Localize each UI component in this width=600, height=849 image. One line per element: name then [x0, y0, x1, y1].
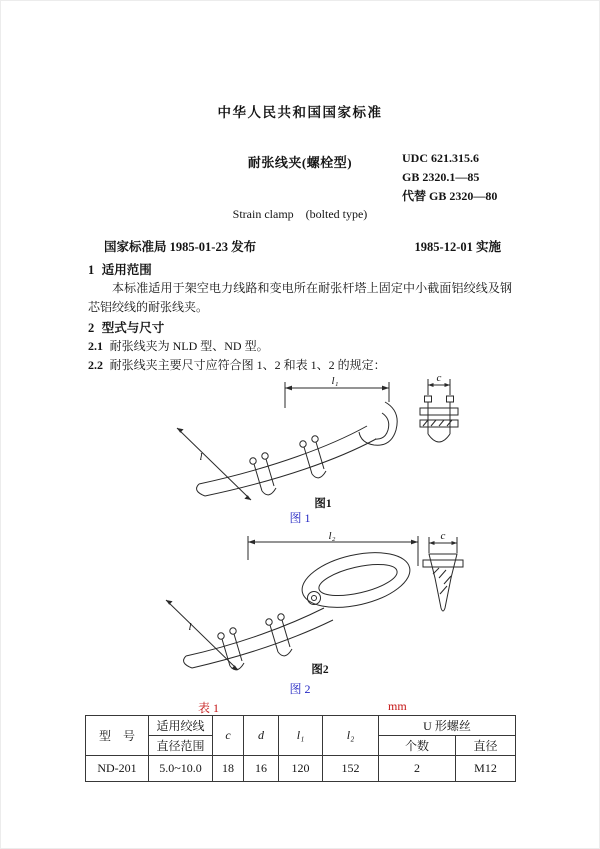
- fig1-dim-l1: l₁: [331, 375, 339, 387]
- effective-date: 1985-12-01 实施: [414, 240, 501, 254]
- fig2-dim-c: c: [440, 530, 446, 542]
- fig1-dim-l: l: [199, 451, 203, 463]
- english-title: Strain clamp (bolted type): [232, 207, 368, 221]
- cell-diameter: M12: [456, 756, 516, 782]
- cell-c: 18: [213, 756, 244, 782]
- fig2-inner-label: 图2: [311, 664, 329, 676]
- cell-wire-range: 5.0~10.0: [149, 756, 213, 782]
- col-header-l1: l₁: [279, 716, 323, 756]
- figure-1-container: [0, 372, 600, 510]
- col-header-diameter: 直径: [456, 736, 516, 756]
- cell-l1: 120: [279, 756, 323, 782]
- clause-2-2-number: 2.2: [88, 358, 103, 372]
- udc-number: UDC 621.315.6: [402, 151, 479, 165]
- document-title: 耐张线夹(螺栓型): [247, 155, 353, 170]
- cell-d: 16: [244, 756, 279, 782]
- clause-2-1-text: 耐张线夹为 NLD 型、ND 型。: [109, 339, 269, 353]
- clause-2-2-text: 耐张线夹主要尺寸应符合图 1、2 和表 1、2 的规定：: [109, 358, 386, 372]
- standard-codes: [402, 149, 497, 206]
- col-header-u-bolt: U 形螺丝: [379, 716, 516, 736]
- cell-model: ND-201: [86, 756, 149, 782]
- figure-1-caption: 图 1: [289, 511, 311, 525]
- fig2-dim-l2: l₂: [328, 530, 336, 542]
- table-header-row-1: [86, 716, 516, 736]
- cell-l2: 152: [323, 756, 379, 782]
- clause-2-1: [88, 337, 512, 354]
- table-1-label: 表 1: [198, 701, 220, 715]
- table-row: [86, 756, 516, 782]
- fig1-dim-c: c: [436, 372, 442, 384]
- clause-2-1-number: 2.1: [88, 339, 103, 353]
- fig2-dim-l: l: [188, 621, 192, 633]
- figure-2-container: [0, 528, 600, 676]
- section-1-number: 1: [88, 263, 95, 277]
- section-1-heading: [88, 260, 159, 278]
- fig1-inner-label: 图1: [314, 498, 332, 510]
- col-header-l2: l₂: [323, 716, 379, 756]
- section-1-title: 适用范围: [101, 263, 152, 277]
- standard-header-title: 中华人民共和国国家标准: [217, 105, 383, 120]
- col-header-wire-line2: 直径范围: [149, 736, 213, 756]
- standard-number: GB 2320.1—85: [402, 170, 480, 184]
- figure1-drawing: [135, 372, 465, 510]
- figure-2-caption: 图 2: [289, 682, 311, 696]
- section-2-number: 2: [88, 321, 95, 335]
- issued-by-line: 国家标准局 1985-01-23 发布: [104, 240, 257, 254]
- table-1: [85, 715, 516, 782]
- clause-2-2: [88, 356, 512, 373]
- section-1-paragraph: 本标准适用于架空电力线路和变电所在耐张杆塔上固定中小截面铝绞线及钢芯铝绞线的耐张线夹。: [88, 281, 512, 314]
- figure2-drawing: [130, 528, 470, 676]
- table-1-unit: mm: [388, 699, 407, 713]
- section-2-title: 型式与尺寸: [101, 321, 165, 335]
- col-header-c: c: [213, 716, 244, 756]
- col-header-model: 型 号: [86, 716, 149, 756]
- col-header-d: d: [244, 716, 279, 756]
- col-header-count: 个数: [379, 736, 456, 756]
- cell-count: 2: [379, 756, 456, 782]
- col-header-wire-line1: 适用绞线: [149, 716, 213, 736]
- replaces-note: 代替 GB 2320—80: [402, 189, 498, 203]
- section-2-heading: [88, 318, 172, 336]
